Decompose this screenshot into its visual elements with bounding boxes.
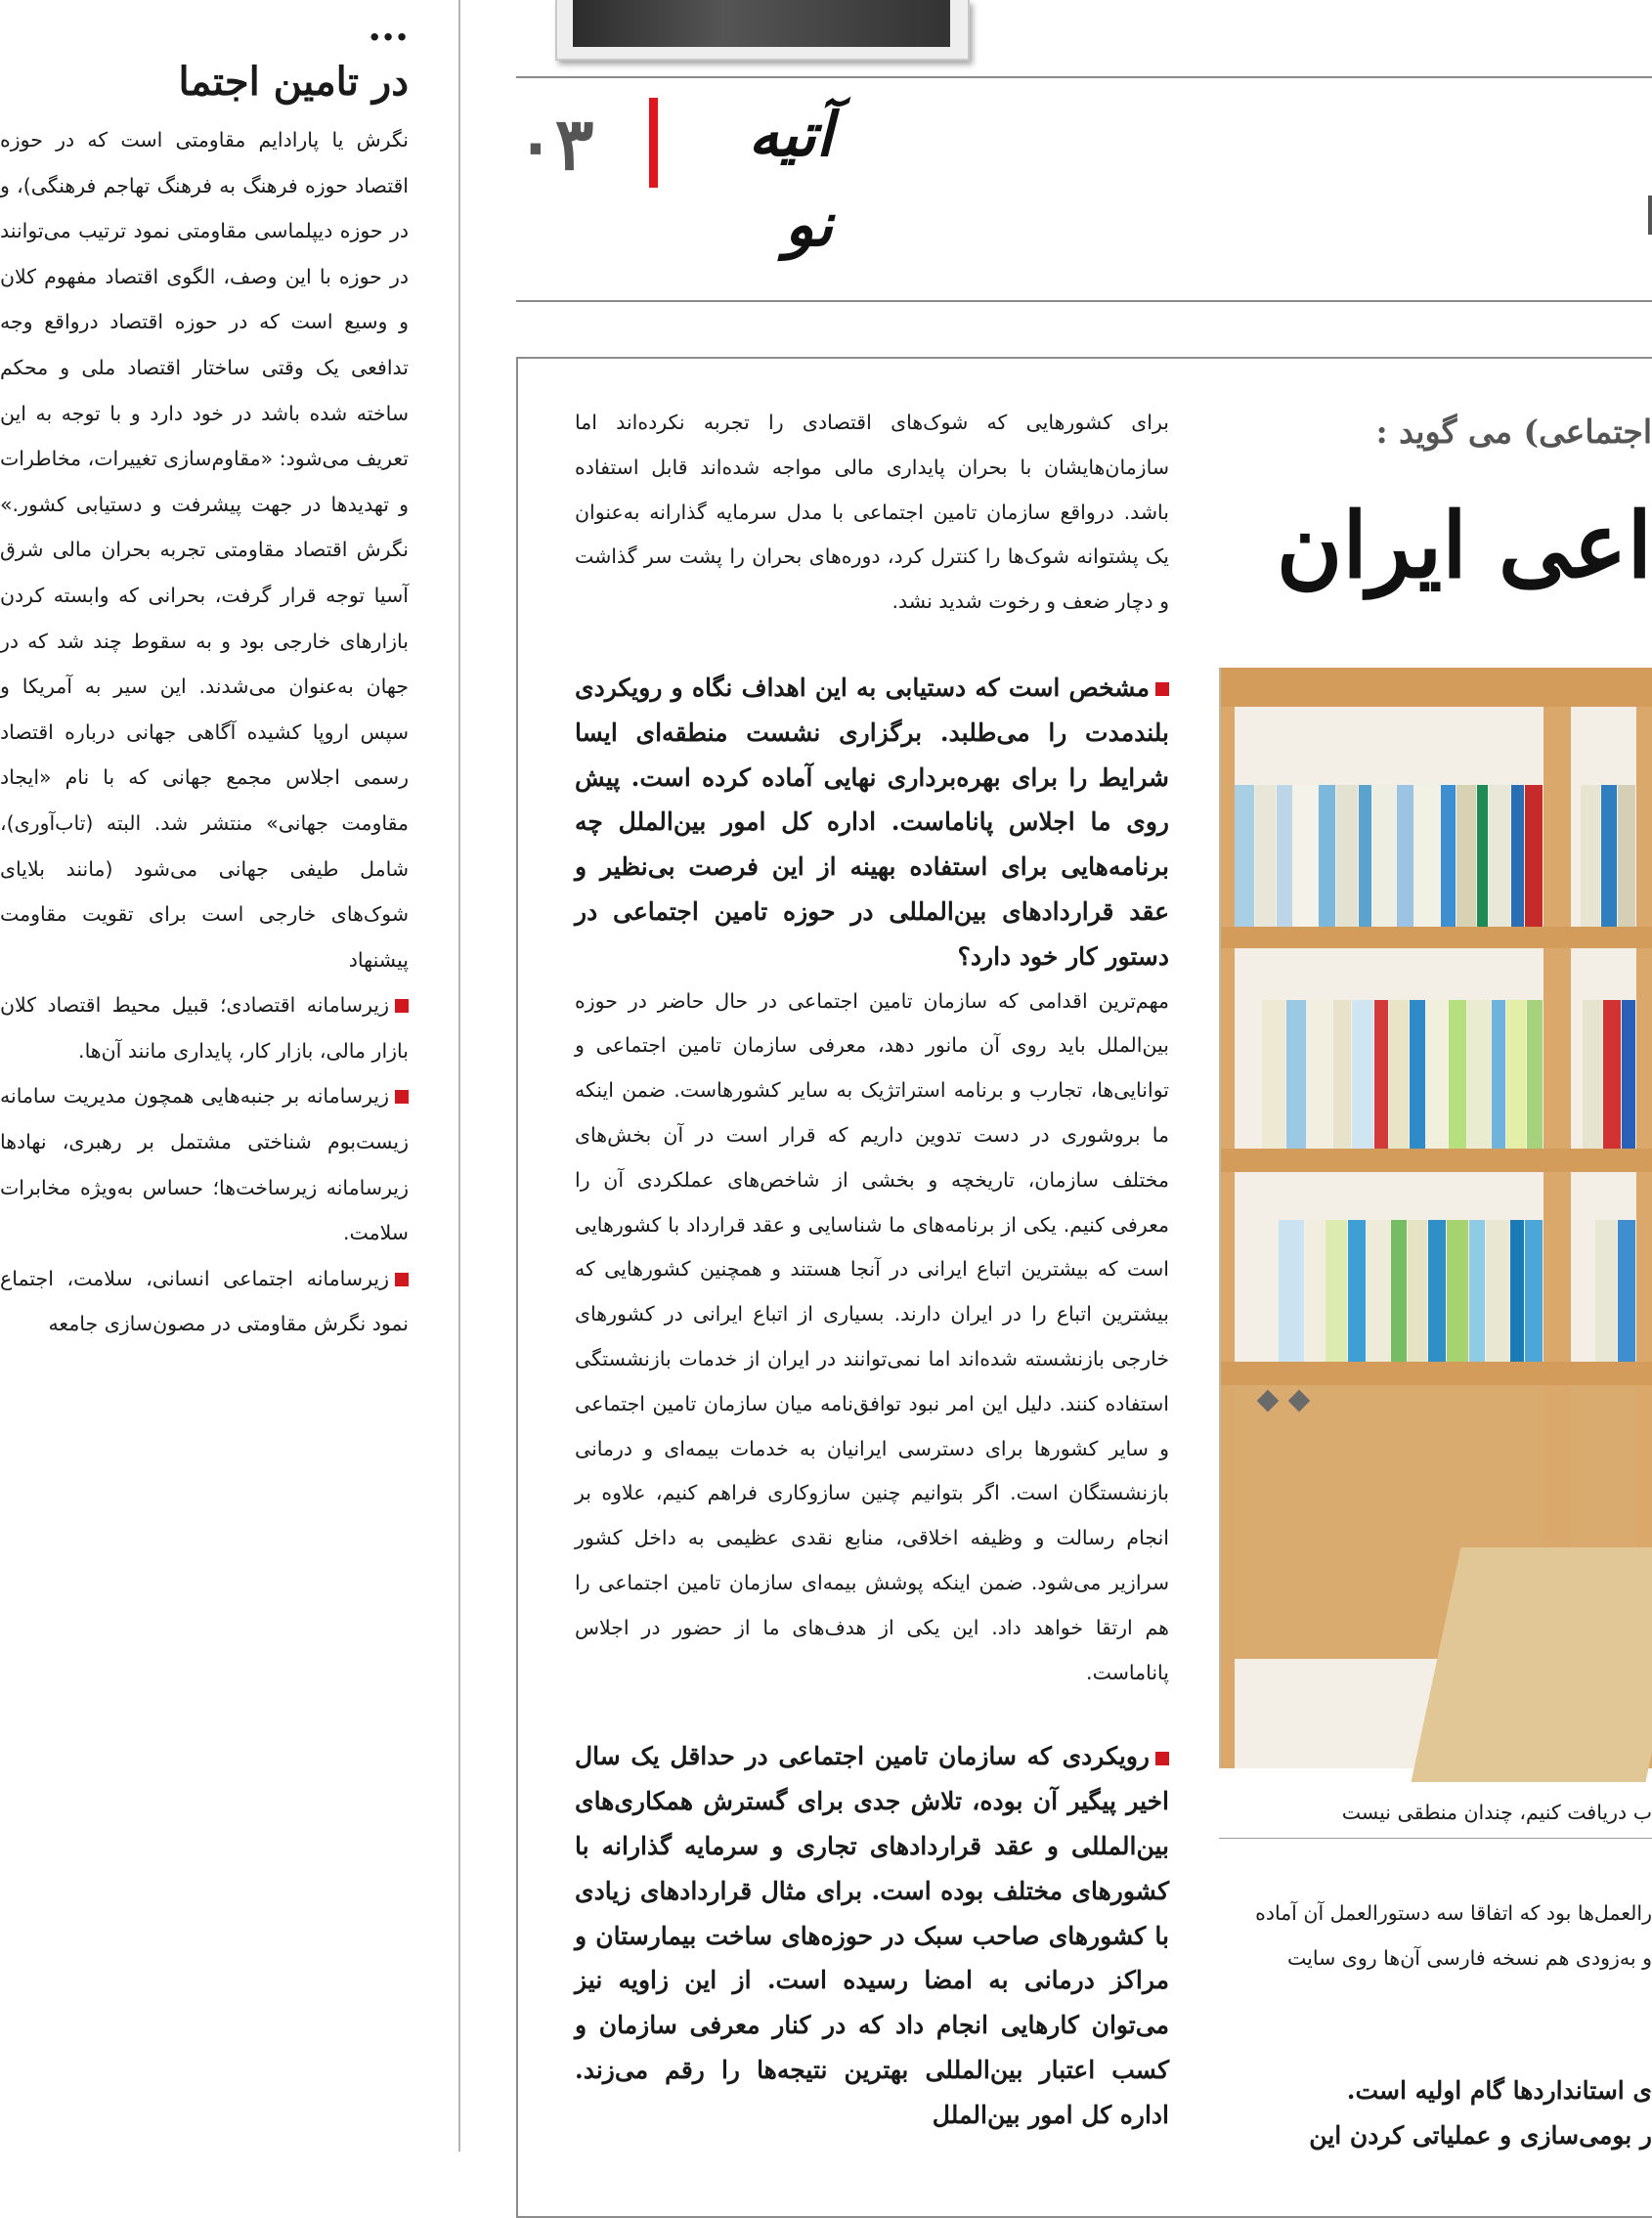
interview-answer-1: مهم‌ترین اقدامی که سازمان تامین اجتماعی در حال حاضر در حوزه بین‌الملل باید روی آن مانور دهد، معرفی سازمان تامین اجتماعی و توانایی‌ها، تجارب و برنامه استراتژیک به سایر کشورهاست. ضمن اینکه ما بروشوری در دست تدوین داریم که قرار است در آن بخش‌های مختلف سازمان، تاریخچه و بخشی از شاخص‌های عملکردی آن را معرفی کنیم. یکی از برنامه‌های ما شناسایی و عقد قرارداد با کشورهایی است که بیشترین اتباع ایرانی در آنجا هستند و همچنین کشورهایی که بیشترین اتباع را در ایران دارند. بسیاری از اتباع ایرانی در کشورهای خارجی بازنشسته شده‌اند اما نمی‌توانند در ایران از خدمات بازنشستگی استفاده کنند. دلیل این امر نبود توافق‌نامه میان سازمان تامین اجتماعی و سایر کشورها برای دسترسی ایرانیان به خدمات بیمه‌ای و درمانی بازنشستگان است. اگر بتوانیم چنین سازوکاری فراهم کنیم، علاوه بر انجام رسالت و وظیفه اخلاقی، منابع نقدی عظیمی به داخل کشور سرازیر می‌شود. ضمن اینکه پوشش بیمه‌ای سازمان تامین اجتماعی را هم ارتقا خواهد داد. این یکی از هدف‌های ما از حضور در اجلاس پاناماست. [575, 988, 1169, 1684]
header-edge-mark [1648, 196, 1652, 235]
intro-paragraph: برای کشورهایی که شوک‌های اقتصادی را تجربه نکرده‌اند اما سازمان‌هایشان با بحران پایداری مالی مواجه شده‌اند قابل استفاده باشد. درواقع سازمان تامین اجتماعی با مدل سرمایه گذارانه به‌عنوان یک پشتوانه شوک‌ها را کنترل کرد، دوره‌های بحران را پشت سر گذاشت و دچار ضعف و رخوت شدید نشد. [575, 411, 1169, 614]
interview-question-1: مشخص است که دستیابی به این اهداف نگاه و رویکردی بلندمدت را می‌طلبد. برگزاری نشست منطقه‌ای ایسا شرایط را برای بهره‌برداری نهایی آماده کرده است. پیش روی ما اجلاس پاناماست. اداره کل امور بین‌الملل چه برنامه‌هایی برای استفاده بهینه از این فرصت بی‌نظیر و عقد قراردادهای بین‌المللی در حوزه تامین اجتماعی در دستور کار خود دارد؟ [575, 673, 1169, 971]
question-marker-icon [1155, 1752, 1169, 1765]
interview-question-2: رویکردی که سازمان تامین اجتماعی در حداقل یک سال اخیر پیگیر آن بوده، تلاش جدی برای گسترش همکاری‌های بین‌المللی و عقد قراردادهای تجاری و سرمایه گذارانه با کشورهای مختلف بوده است. برای مثال قراردادهای زیادی با کشورهای صاحب سبک در حوزه‌های ساخت بیمارستان و مراکز درمانی به امضا رسیده است. از این زاویه نیز می‌توان کارهایی انجام داد که در کنار معرفی سازمان و کسب اعتبار بین‌المللی بهترین نتیجه‌ها را رقم می‌زند. اداره کل امور بین‌الملل [575, 1742, 1169, 2129]
header-red-bar [649, 98, 658, 188]
header-rule-bottom [516, 300, 1652, 302]
right-bold-line-1: ی استانداردها گام اولیه است. [1346, 2076, 1652, 2105]
left-article-body [0, 117, 409, 1347]
page-number: ۰۳ [516, 103, 594, 187]
right-text-line-1: رالعمل‌ها بود که اتفاقا سه دستورالعمل آن آماده [1255, 1901, 1652, 1925]
right-column-bold-text [1219, 2068, 1652, 2158]
left-title-line-2: در تامین اجتما [178, 59, 409, 105]
left-title-line-1: ... [368, 4, 409, 50]
bullet-square-icon [395, 1090, 409, 1104]
left-article-column [0, 0, 409, 2152]
left-article-title [0, 0, 409, 109]
right-bold-line-2: ر بومی‌سازی و عملیاتی کردن این [1309, 2121, 1652, 2150]
headline-main: اعی ایران [1276, 493, 1652, 598]
column-divider [458, 0, 460, 2152]
left-paragraph-3: زیرسامانه بر جنبه‌هایی همچون مدیریت سامانه زیست‌بوم شناختی مشتمل بر رهبری، نهادها زیرسامانه زیرساخت‌ها؛ حساس به‌ویژه مخابرات سلامت. [0, 1084, 409, 1245]
headline-kicker: اجتماعی) می گوید : [1375, 413, 1652, 451]
publication-logo: آتیه نو [748, 99, 833, 260]
bookshelf-photo [1219, 668, 1652, 1768]
header-rule-top [516, 76, 1652, 78]
right-column-text [1219, 1891, 1652, 1980]
bullet-square-icon [395, 999, 409, 1013]
right-text-line-2: و به‌زودی هم نسخه فارسی آن‌ها روی سایت [1287, 1946, 1652, 1970]
question-marker-icon [1155, 682, 1169, 696]
left-paragraph-2: زیرسامانه اقتصادی؛ قبیل محیط اقتصاد کلان بازار مالی، بازار کار، پایداری مانند آن‌ها. [0, 993, 409, 1063]
left-paragraph-1: نگرش یا پارادایم مقاومتی است که در حوزه اقتصاد حوزه فرهنگ به فرهنگ تهاجم فرهنگی)، و در حوزه دیپلماسی مقاومتی نمود ترتیب می‌توانند در حوزه با این وصف، الگوی اقتصاد مفهوم کلان و وسیع است که در حوزه اقتصاد درواقع وجه تدافعی یک وقتی ساختار اقتصاد ملی و محکم ساخته شده باشد در خود دارد و با توجه به این تعریف می‌شود: «مقاوم‌سازی تغییرات، مخاطرات و تهدیدها در جهت پیشرفت و دستیابی کشور.» نگرش اقتصاد مقاومتی تجربه بحران مالی شرق آسیا توجه قرار گرفت، بحرانی که وابسته کردن بازارهای خارجی بود و به سقوط چند شد که در جهان به‌عنوان می‌شدند. این سیر به آمریکا و سپس اروپا کشیده آگاهی جهانی درباره اقتصاد رسمی اجلاس مجمع جهانی که با نام «ایجاد مقاومت جهانی» منتشر شد. البته (تاب‌آوری)، شامل طیفی جهانی می‌شود (مانند بلایای شوک‌های خارجی است برای تقویت مقاومت پیشنهاد [0, 128, 409, 972]
caption-rule [1219, 1838, 1652, 1839]
bullet-square-icon [395, 1273, 409, 1286]
interview-text-column [575, 401, 1169, 2137]
photo-caption: ب دریافت کنیم، چندان منطقی نیست [1341, 1801, 1652, 1824]
top-thumbnail-photo [555, 0, 970, 61]
left-paragraph-4: زیرسامانه اجتماعی انسانی، سلامت، اجتماع نمود نگرش مقاومتی در مصون‌سازی جامعه [0, 1266, 409, 1336]
